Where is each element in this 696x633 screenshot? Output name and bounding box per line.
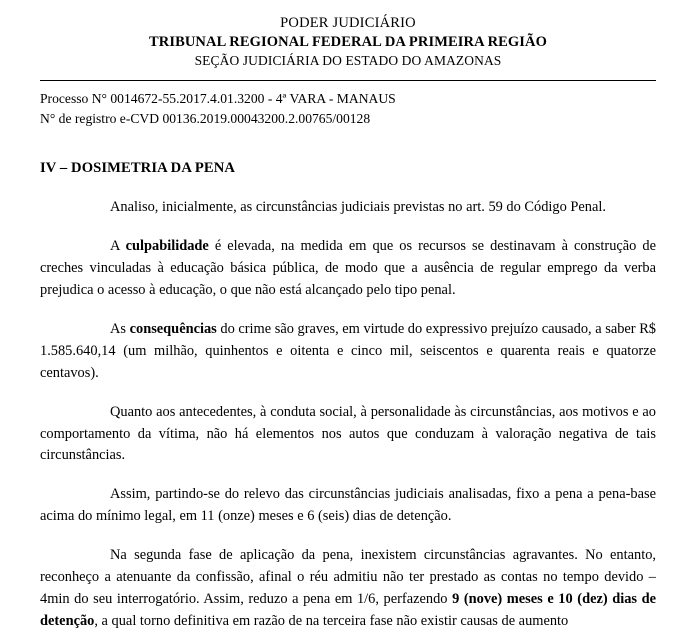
process-metadata xyxy=(40,89,656,128)
header-line-secao: SEÇÃO JUDICIÁRIA DO ESTADO DO AMAZONAS xyxy=(194,53,502,69)
paragraph-segunda-fase-emphasis: 9 (nove) meses e 10 (dez) dias de detenção xyxy=(40,590,656,629)
paragraph-culpabilidade xyxy=(40,236,656,302)
paragraph-consequencias-part1: As xyxy=(110,321,130,338)
paragraph-segunda-fase-part1: Na segunda fase de aplicação da pena, inexistem circunstâncias agravantes. No entanto, reconheço a atenuante da confissão, afinal o réu admitiu não ter prestado as contas no tempo devido – 4min do seu interrogatório. Assim, reduzo a pena em 1/6, perfazendo xyxy=(40,547,656,607)
paragraph-culpabilidade-part2: é elevada, na medida em que os recursos se destinavam à construção de creches vinculadas à educação básica pública, de modo que a ausência de regular emprego da verba prejudica o acesso à educação, o que não está alcançado pelo tipo penal. xyxy=(40,238,656,299)
registry-number: N° de registro e-CVD 00136.2019.00043200.2.00765/00128 xyxy=(40,110,371,126)
paragraph-culpabilidade-emphasis: culpabilidade xyxy=(125,238,209,255)
paragraph-segunda-fase xyxy=(40,545,656,633)
paragraph-consequencias-part2: do crime são graves, em virtude do expressivo prejuízo causado, a saber R$ 1.585.640,14 (um milhão, quinhentos e oitenta e cinco mil, seiscentos e quarenta reais e quatorze centavos). xyxy=(40,321,656,381)
paragraph-pena-base: Assim, partindo-se do relevo das circunstâncias judiciais analisadas, fixo a pena a pena-base acima do mínimo legal, em 11 (onze) meses e 6 (seis) dias de detenção. xyxy=(40,486,656,525)
header-divider xyxy=(40,80,656,81)
header-line-tribunal: TRIBUNAL REGIONAL FEDERAL DA PRIMEIRA REGIÃO xyxy=(149,34,547,51)
header-line-poder-judiciario: PODER JUDICIÁRIO xyxy=(280,15,416,31)
paragraph-segunda-fase-part2: , a qual torno definitiva em razão de na terceira fase não existir causas de aumento xyxy=(94,612,569,629)
paragraph-consequencias-emphasis: consequências xyxy=(129,321,217,338)
paragraph-consequencias xyxy=(40,319,656,385)
section-title-dosimetria: IV – DOSIMETRIA DA PENA xyxy=(40,160,236,177)
paragraph-analise-inicial: Analiso, inicialmente, as circunstâncias judiciais previstas no art. 59 do Código Penal. xyxy=(110,199,606,216)
process-number: Processo N° 0014672-55.2017.4.01.3200 - 4ª VARA - MANAUS xyxy=(40,91,396,107)
paragraph-culpabilidade-part1: A xyxy=(110,238,126,255)
paragraph-antecedentes: Quanto aos antecedentes, à conduta social, à personalidade às circunstâncias, aos motivos e ao comportamento da vítima, não há elementos nos autos que conduzam à valoração negativa de tais circunstâncias. xyxy=(40,403,656,464)
document-header xyxy=(40,14,656,70)
